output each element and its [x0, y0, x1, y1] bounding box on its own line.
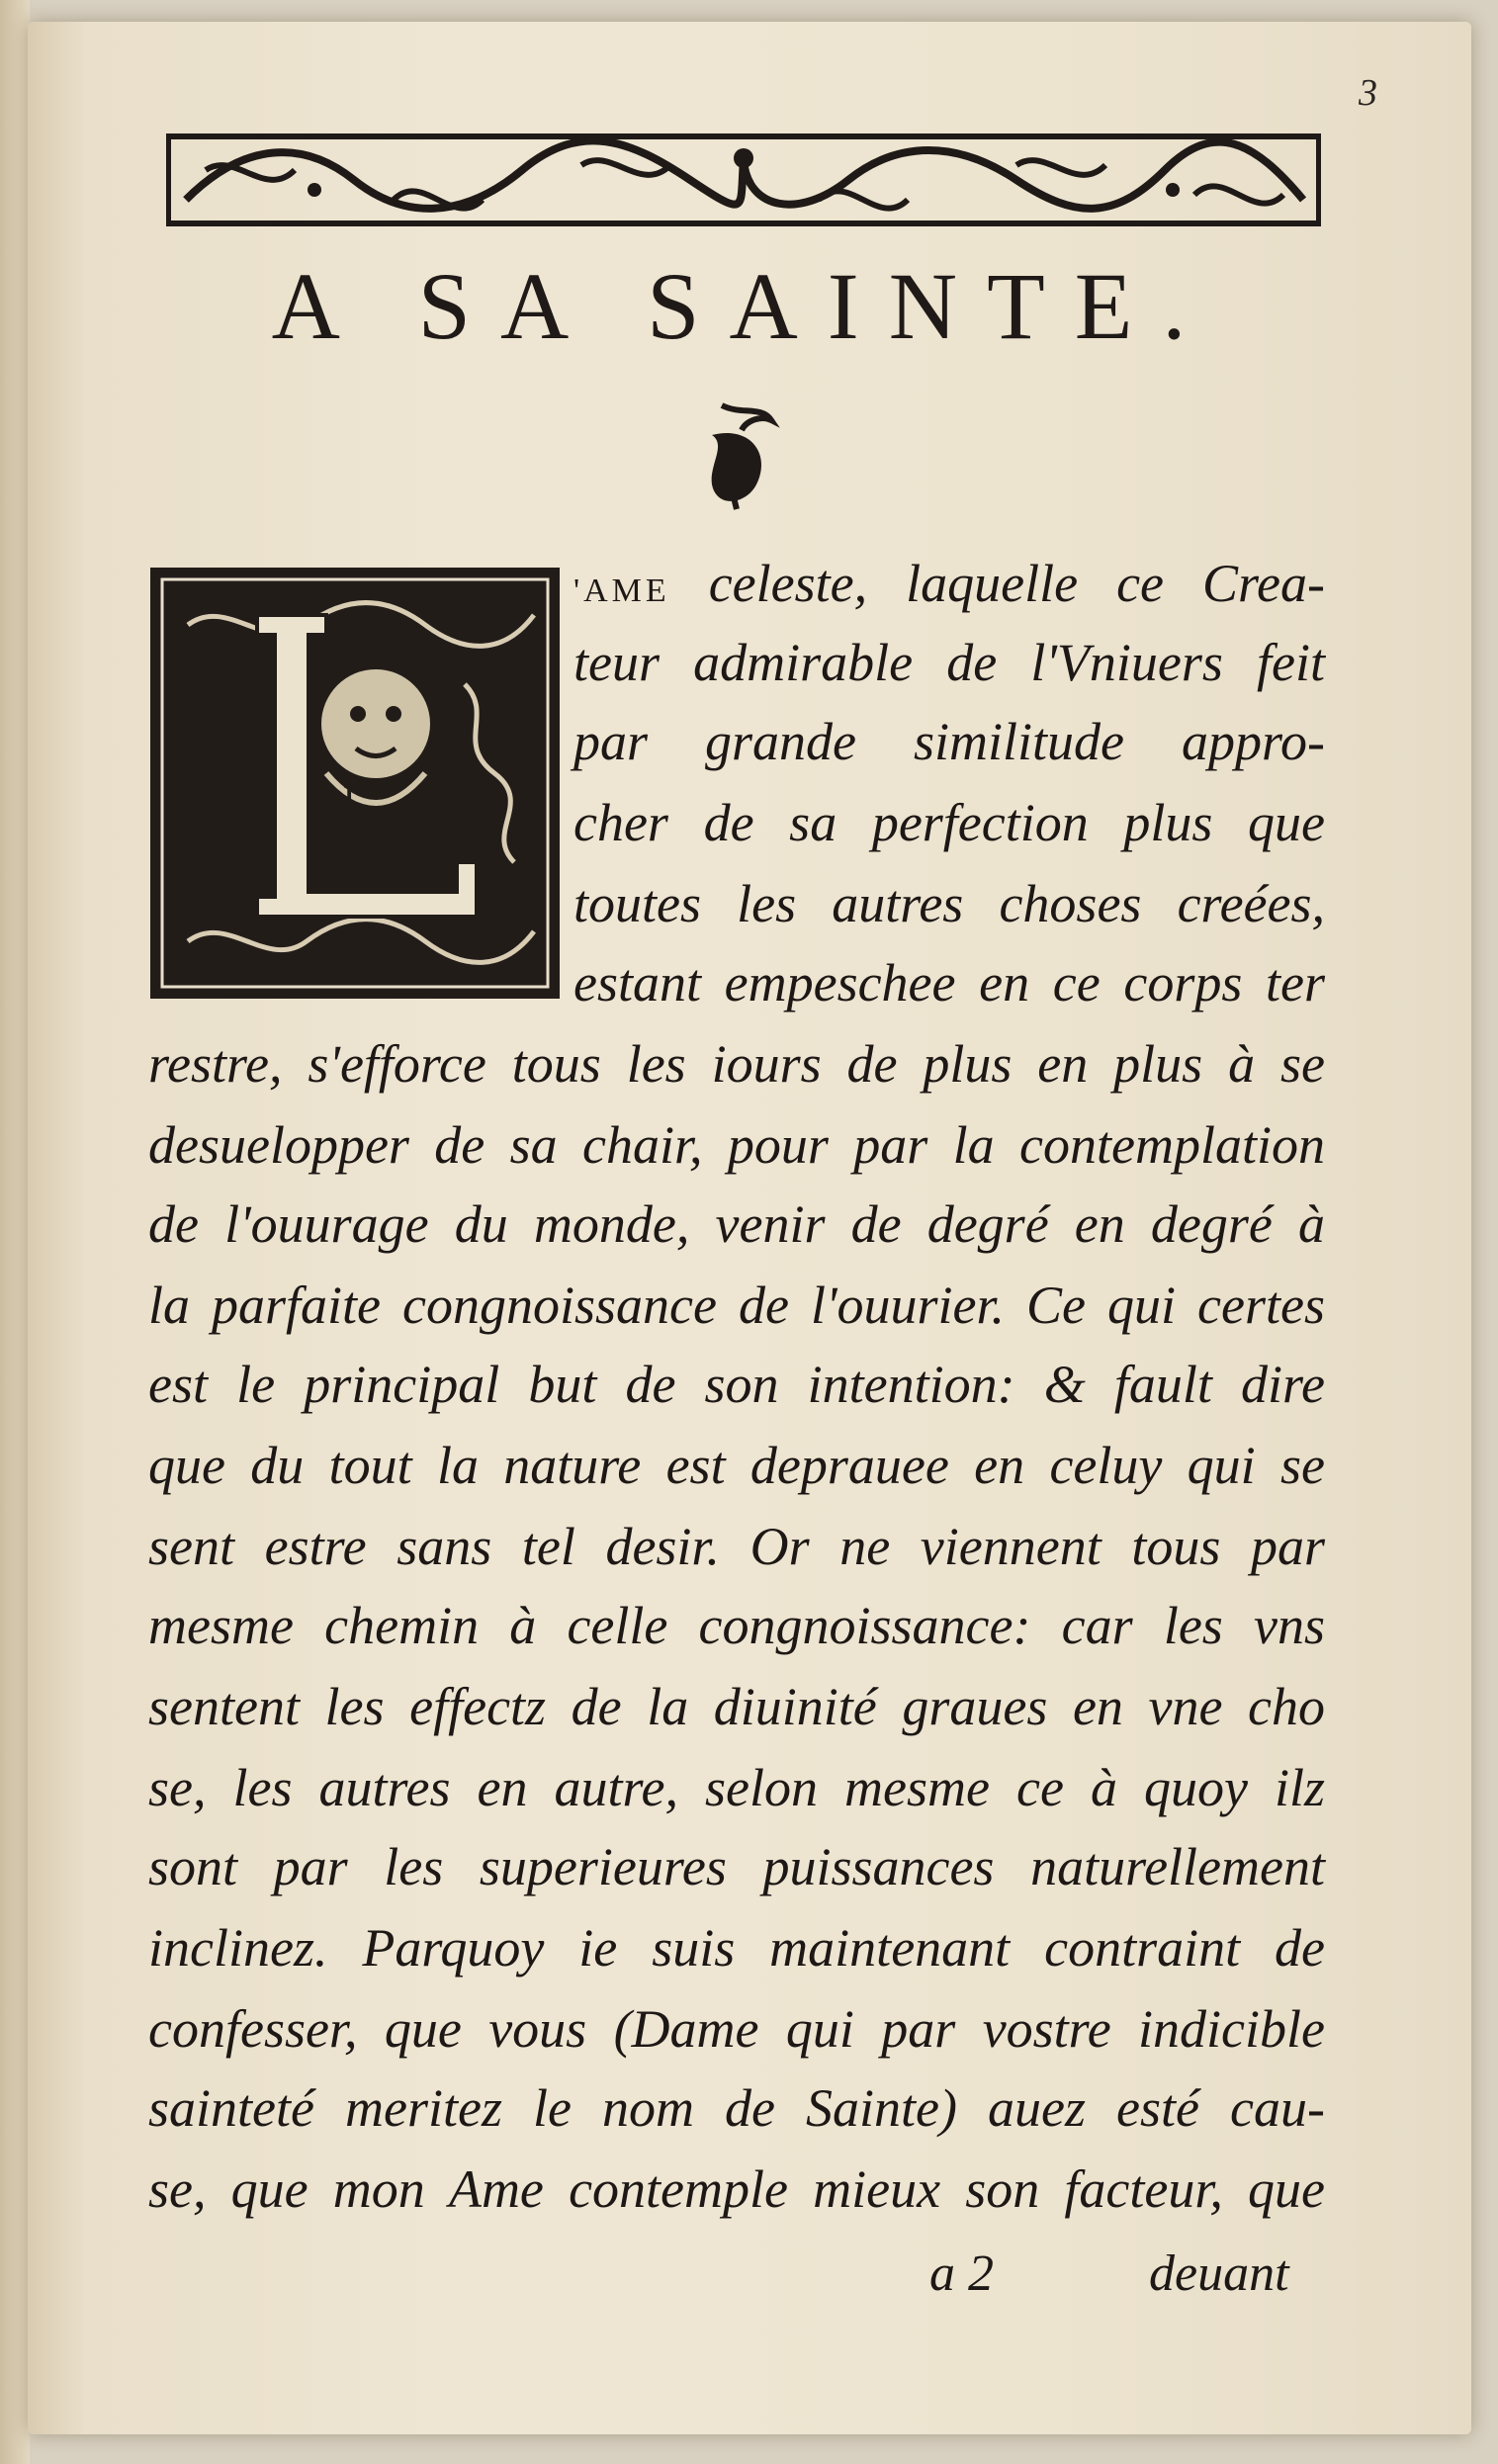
adjacent-page-edge — [0, 0, 30, 2464]
text-line: confesser, que vous (Dame qui par vostre indicible — [148, 1999, 1325, 2059]
catchword: deuant — [1149, 2245, 1289, 2302]
text-line: teur admirable de l'Vniuers feit — [573, 633, 1325, 692]
text-line: toutes les autres choses creées, — [573, 874, 1325, 933]
opening-smallcaps: 'AME — [573, 572, 670, 609]
line-text: celeste, laquelle ce Crea- — [708, 554, 1325, 613]
text-line: restre, s'efforce tous les iours de plus en plus à se — [148, 1034, 1325, 1094]
text-line: est le principal but de son intention: & fault dire — [148, 1355, 1325, 1414]
text-line: desuelopper de sa chair, pour par la contemplation — [148, 1115, 1325, 1175]
text-line: inclinez. Parquoy ie suis maintenant contraint de — [148, 1918, 1325, 1978]
page-title: A SA SAINTE. — [271, 253, 1216, 359]
text-line: estant empeschee en ce corps ter — [573, 953, 1325, 1012]
text-line: cher de sa perfection plus que — [573, 793, 1325, 852]
text-line: la parfaite congnoissance de l'ouurier. Ce qui certes — [148, 1276, 1325, 1335]
text-line: par grande similitude appro- — [573, 712, 1325, 771]
folio-number: 3 — [1359, 72, 1377, 114]
text-line: sainteté meritez le nom de Sainte) auez esté cau- — [148, 2078, 1325, 2138]
text-line: se, que mon Ame contemple mieux son facteur, que — [148, 2159, 1325, 2219]
text-line: sentent les effectz de la diuinité graues en vne cho — [148, 1677, 1325, 1736]
text-line: sent estre sans tel desir. Or ne viennent tous par — [148, 1517, 1325, 1576]
text-line: sont par les superieures puissances naturellement — [148, 1837, 1325, 1896]
text-line: se, les autres en autre, selon mesme ce à quoy ilz — [148, 1758, 1325, 1817]
text-line: que du tout la nature est deprauee en celuy qui se — [148, 1436, 1325, 1495]
signature-mark: a 2 — [929, 2245, 994, 2302]
decorated-initial-L — [148, 566, 562, 1001]
text-line: mesme chemin à celle congnoissance: car les vns — [148, 1596, 1325, 1655]
fleuron-ornament — [692, 396, 781, 514]
text-line: de l'ouurage du monde, venir de degré en degré à — [148, 1194, 1325, 1254]
initial-letter-text: L — [342, 777, 368, 822]
text-line — [573, 544, 1325, 623]
ornamental-headpiece — [166, 131, 1321, 229]
